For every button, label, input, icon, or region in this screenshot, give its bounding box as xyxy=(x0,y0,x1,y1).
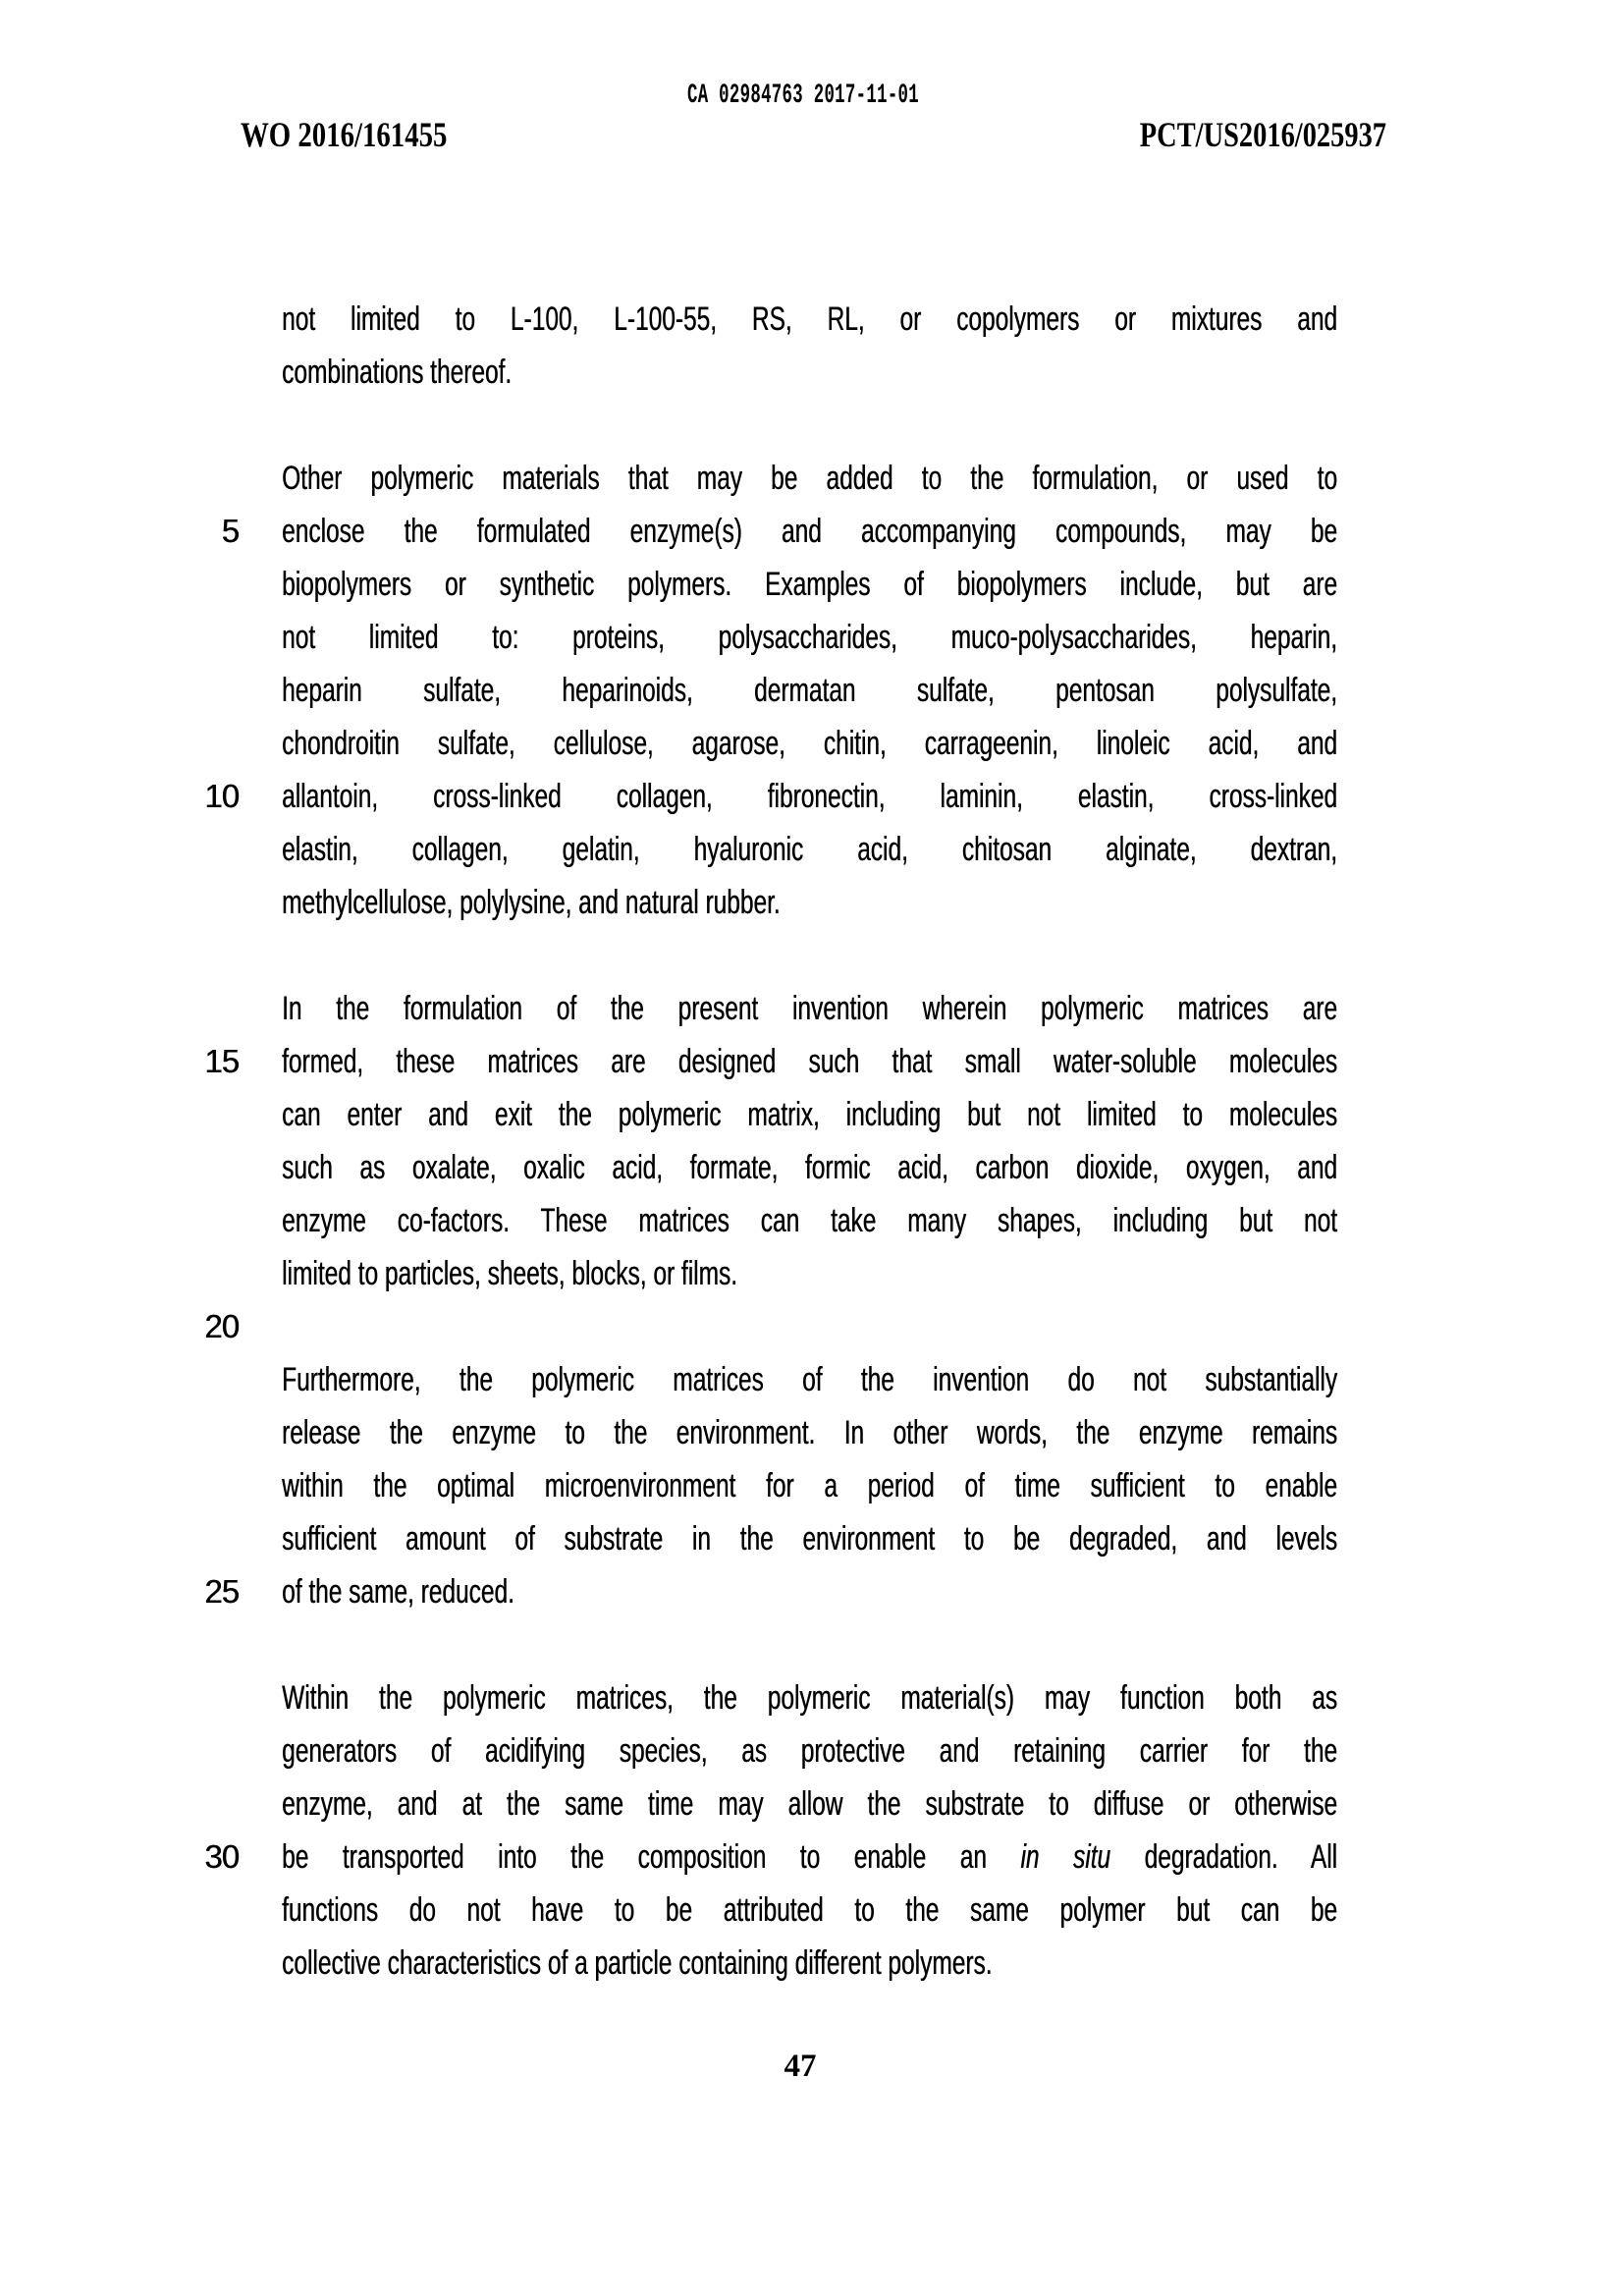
line-text: Furthermore, the polymeric matrices of the invention do not substantially xyxy=(282,1361,1337,1398)
line-text: enzyme, and at the same time may allow the substrate to diffuse or otherwise xyxy=(282,1785,1337,1823)
line-number: 20 xyxy=(204,1308,239,1344)
text-line xyxy=(201,823,1622,876)
line-text: elastin, collagen, gelatin, hyaluronic acid, chitosan alginate, dextran, xyxy=(282,831,1337,868)
line-text: chondroitin sulfate, cellulose, agarose, chitin, carrageenin, linoleic acid, and xyxy=(282,725,1337,762)
page-number: 47 xyxy=(784,2049,817,2084)
line-number xyxy=(201,1353,282,1406)
line-text: such as oxalate, oxalic acid, formate, formic acid, carbon dioxide, oxygen, and xyxy=(282,1149,1337,1186)
text-line xyxy=(201,1353,1622,1406)
line-number xyxy=(201,558,282,611)
line-text: methylcellulose, polylysine, and natural rubber. xyxy=(282,884,781,921)
text-line xyxy=(201,1777,1622,1831)
line-text: be transported into the composition to enable an in situ degradation. All xyxy=(282,1838,1337,1876)
text-line xyxy=(201,1406,1622,1459)
text-line xyxy=(201,1141,1622,1194)
line-text: limited to particles, sheets, blocks, or films. xyxy=(282,1255,737,1292)
text-line xyxy=(201,664,1622,717)
line-text: functions do not have to be attributed to the same polymer but can be xyxy=(282,1891,1337,1929)
line-text: formed, these matrices are designed such that small water-soluble molecules xyxy=(282,1043,1337,1080)
text-line xyxy=(201,1671,1622,1724)
line-number xyxy=(201,1194,282,1247)
line-number xyxy=(201,1512,282,1565)
line-number xyxy=(201,1777,282,1831)
line-number: 30 xyxy=(204,1838,239,1875)
line-number xyxy=(201,717,282,770)
line-number xyxy=(201,982,282,1035)
line-text xyxy=(282,399,1337,452)
line-text: heparin sulfate, heparinoids, dermatan sulfate, pentosan polysulfate, xyxy=(282,672,1337,709)
text-line xyxy=(201,452,1622,505)
text-line xyxy=(201,717,1622,770)
blank-line xyxy=(201,1618,1622,1671)
text-line xyxy=(201,1937,1622,1990)
text-line xyxy=(201,1565,1622,1618)
line-number xyxy=(201,1247,282,1300)
text-line xyxy=(201,1247,1622,1300)
text-line xyxy=(201,1884,1622,1937)
line-number: 15 xyxy=(204,1043,239,1079)
text-line xyxy=(201,611,1622,664)
line-number xyxy=(201,1671,282,1724)
line-text xyxy=(282,929,1337,982)
line-text: In the formulation of the present invention wherein polymeric matrices are xyxy=(282,990,1337,1027)
blank-line xyxy=(201,399,1622,452)
line-number xyxy=(201,1884,282,1937)
line-text: of the same, reduced. xyxy=(282,1573,514,1611)
page-header xyxy=(241,114,1386,163)
line-number xyxy=(201,611,282,664)
line-text: sufficient amount of substrate in the environment to be degraded, and levels xyxy=(282,1520,1337,1558)
line-text: enzyme co-factors. These matrices can take many shapes, including but not xyxy=(282,1202,1337,1239)
publication-number: WO 2016/161455 xyxy=(241,115,448,154)
text-line xyxy=(201,505,1622,558)
line-text: biopolymers or synthetic polymers. Examples of biopolymers include, but are xyxy=(282,566,1337,603)
text-line xyxy=(201,770,1622,823)
text-line xyxy=(201,346,1622,399)
line-number: 5 xyxy=(221,513,239,549)
blank-line xyxy=(201,929,1622,982)
text-line xyxy=(201,1194,1622,1247)
line-text: Within the polymeric matrices, the polymeric material(s) may function both as xyxy=(282,1679,1337,1717)
line-number xyxy=(201,664,282,717)
line-text xyxy=(282,1618,1337,1671)
line-number xyxy=(201,399,282,452)
line-number xyxy=(201,876,282,929)
line-text: release the enzyme to the environment. In other words, the enzyme remains xyxy=(282,1414,1337,1451)
line-number xyxy=(201,346,282,399)
line-number xyxy=(201,293,282,346)
application-number: PCT/US2016/025937 xyxy=(1139,115,1386,154)
line-text: within the optimal microenvironment for a period of time sufficient to enable xyxy=(282,1467,1337,1504)
line-number xyxy=(201,1937,282,1990)
line-number xyxy=(201,452,282,505)
text-line xyxy=(201,1035,1622,1088)
line-text xyxy=(282,1300,1337,1353)
line-number xyxy=(201,1724,282,1777)
line-number xyxy=(201,1406,282,1459)
line-number xyxy=(201,1088,282,1141)
text-line xyxy=(201,1831,1622,1884)
blank-line xyxy=(201,1300,1622,1353)
line-number xyxy=(201,1618,282,1671)
text-line xyxy=(201,982,1622,1035)
text-line xyxy=(201,1459,1622,1512)
line-number xyxy=(201,1141,282,1194)
line-text: Other polymeric materials that may be added to the formulation, or used to xyxy=(282,460,1337,497)
text-line xyxy=(201,1724,1622,1777)
line-text: generators of acidifying species, as protective and retaining carrier for the xyxy=(282,1732,1337,1770)
ca-filing-stamp: CA 02984763 2017-11-01 xyxy=(686,81,920,111)
line-number: 10 xyxy=(204,778,239,814)
line-text: can enter and exit the polymeric matrix, including but not limited to molecules xyxy=(282,1096,1337,1133)
text-line xyxy=(201,876,1622,929)
line-text: combinations thereof. xyxy=(282,354,513,391)
text-line xyxy=(201,1512,1622,1565)
line-number: 25 xyxy=(204,1573,239,1610)
line-text: collective characteristics of a particle containing different polymers. xyxy=(282,1944,993,1982)
line-text: not limited to L-100, L-100-55, RS, RL, or copolymers or mixtures and xyxy=(282,301,1337,338)
text-line xyxy=(201,293,1622,346)
line-text: allantoin, cross-linked collagen, fibronectin, laminin, elastin, cross-linked xyxy=(282,778,1337,815)
line-text: enclose the formulated enzyme(s) and accompanying compounds, may be xyxy=(282,513,1337,550)
text-line xyxy=(201,1088,1622,1141)
line-number xyxy=(201,823,282,876)
line-text: not limited to: proteins, polysaccharides, muco-polysaccharides, heparin, xyxy=(282,619,1337,656)
line-number xyxy=(201,1459,282,1512)
text-line xyxy=(201,558,1622,611)
document-body xyxy=(201,293,1622,1990)
line-number xyxy=(201,929,282,982)
